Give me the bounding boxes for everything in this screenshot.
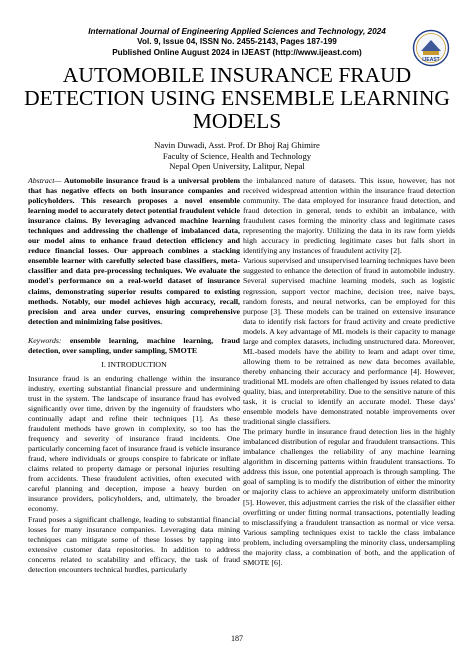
author-faculty: Faculty of Science, Health and Technology [162, 150, 312, 161]
title-line-3: MODELS [192, 109, 282, 133]
keywords-label: Keywords: [28, 335, 62, 345]
right-paragraph-3: The primary hurdle in insurance fraud detection lies in the highly imbalanced distribution of regular and fraudulent transactions. This imbalance challenges the reliability of any machine learning algorithm in discerning patterns within fraudulent transactions. To address this issue, one potential approach is through sampling. The goal of sampling is to modify the distribution of either the minority or majority class to achieve an approximately uniform distribution [5]. However, this adjustment carries the risk of the classifier either overfitting or under fitting normal transactions, potentially leading to misclassifying a fraudulent transaction as normal or vice versa. Various sampling techniques exist to tackle the class imbalance problem, including oversampling the minority class, undersampling the majority class, a combination of both, and the application of SMOTE [6]. [243, 427, 455, 567]
title-line-1: AUTOMOBILE INSURANCE FRAUD [62, 63, 412, 87]
right-column [243, 176, 455, 568]
left-column [28, 176, 240, 575]
page-number: 187 [231, 634, 243, 643]
logo-text: IJEAST [422, 57, 440, 63]
journal-logo [412, 29, 450, 67]
author-names: Navin Duwadi, Asst. Prof. Dr Bhoj Raj Ghimire [154, 140, 320, 150]
keywords-text: ensemble learning, machine learning, fraud detection, over sampling, under sampling, SMOTE [28, 335, 240, 355]
intro-paragraph-1: Insurance fraud is an enduring challenge within the insurance industry, exerting substantial financial pressure and undermining trust in the system. The landscape of insurance fraud has evolved significantly over time, driven by the ingenuity of fraudsters who continually adapt and refine their techniques [1]. As these fraudulent methods have grown in complexity, so too has the frequency and severity of insurance fraud incidents. One particularly concerning facet of insurance fraud is vehicle insurance fraud, where individuals or groups conspire to fabricate or inflate claims related to property damage or personal injuries resulting from accidents. These fraudulent activities, often executed with careful planning and deception, impose a heavy burden on insurance providers, policyholders, and, ultimately, the broader economy. [28, 373, 240, 514]
journal-name: International Journal of Engineering Applied Sciences and Technology, 2024 [88, 27, 386, 36]
author-university: Nepal Open University, Lalitpur, Nepal [169, 161, 305, 172]
paper-title [0, 64, 474, 133]
right-paragraph-2: Various supervised and unsupervised learning techniques have been suggested to enhance the detection of fraud in automobile industry. Several supervised machine learning models, such as logistic regression, support vector machine, decision tree, naive bays, random forests, and neural networks, can be employed for this purpose [3]. These models can be trained on extensive insurance data to identify risk factors for fraud activity and create predictive models. A key advantage of ML models is their capacity to manage large and complex datasets, including unstructured data. Moreover, ML-based models have the ability to learn and adapt over time, allowing them to be retrained as new data becomes available, thereby enhancing their accuracy and performance [4]. However, traditional ML models are often challenged by issues related to data quality, bias, and interpretability. Due to the sensitive nature of this task, it is crucial to identify an accurate model. These days' ensemble models have demonstrated notable improvements over traditional single classifiers. [243, 256, 455, 427]
journal-header [0, 27, 474, 58]
abstract-label: Abstract— [28, 176, 62, 185]
abstract [28, 176, 240, 327]
section-heading-introduction: I. INTRODUCTION [101, 359, 167, 369]
keywords [28, 336, 240, 356]
author-block [0, 140, 474, 172]
journal-volume-info: Vol. 9, Issue 04, ISSN No. 2455-2143, Pages 187-199 [137, 37, 337, 47]
right-paragraph-1: the imbalanced nature of datasets. This issue, however, has not received widespread attention within the insurance fraud detection community. The data employed for insurance fraud detection, and fraud detection in general, tends to exhibit an imbalance, with fraudulent cases forming the minority class and legitimate cases representing the majority. Utilizing the data in its raw form yields high accuracy in predicting legitimate cases but falls short in identifying any instances of fraudulent activity [2]. [243, 176, 455, 256]
journal-publication-info: Published Online August 2024 in IJEAST (http://www.ijeast.com) [112, 47, 362, 57]
intro-paragraph-2: Fraud poses a significant challenge, leading to substantial financial losses for many insurance companies. Leveraging data mining techniques can mitigate some of these losses by tapping into extensive customer data repositories. In addition to address concerns related to scalability and efficacy, the task of fraud detection encounters technical hurdles, particularly [28, 514, 240, 574]
title-line-2: DETECTION USING ENSEMBLE LEARNING [24, 86, 450, 110]
abstract-text: Automobile insurance fraud is a universal problem that has negative effects on both insurance companies and policyholders. This research proposes a novel ensemble learning model to accurately detect potential fraudulent vehicle insurance claims. By leveraging advanced machine learning techniques and addressing the challenge of imbalanced data, our model aims to enhance fraud detection efficiency and reduce financial losses. Our approach combines a stacking ensemble learner with carefully selected base classifiers, meta-classifier and data pre-processing techniques. We evaluate the model's performance on a real-world dataset of insurance claims, demonstrating superior results compared to existing methods. Notably, our model achieves high accuracy, recall, precision and area under curves, ensuring comprehensive detection and minimizing false positives. [28, 176, 240, 326]
